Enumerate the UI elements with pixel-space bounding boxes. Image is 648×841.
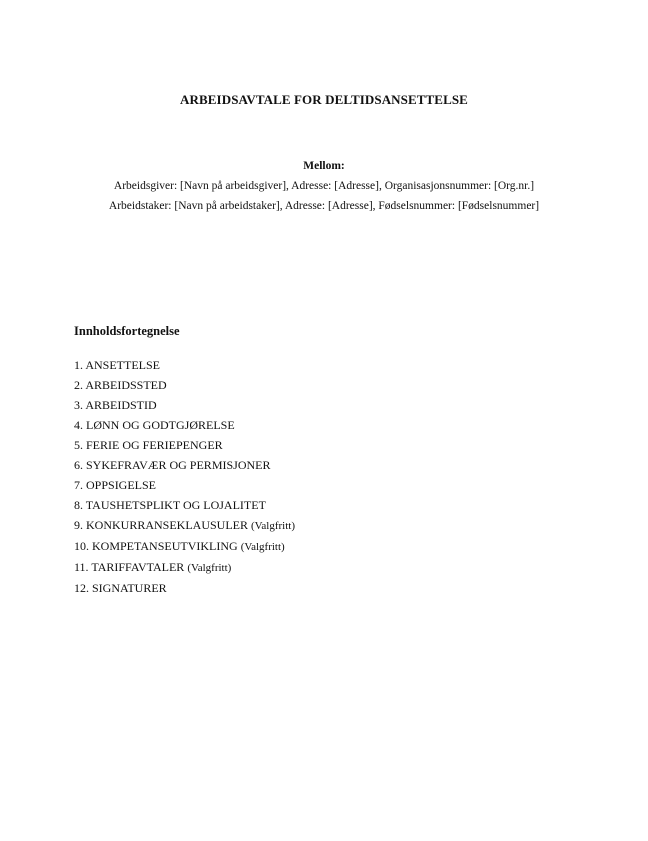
toc-item xyxy=(74,375,295,395)
toc-item-text: 2. ARBEIDSSTED xyxy=(74,378,167,392)
toc-item-note: (Valgfritt) xyxy=(187,562,232,574)
toc-item-text: 8. TAUSHETSPLIKT OG LOJALITET xyxy=(74,498,266,512)
toc-item-note: (Valgfritt) xyxy=(251,520,295,532)
parties-section xyxy=(0,158,648,216)
toc-item xyxy=(74,515,295,536)
toc-item-text: 10. KOMPETANSEUTVIKLING xyxy=(74,539,238,553)
toc-item xyxy=(74,495,295,515)
employer-line: Arbeidsgiver: [Navn på arbeidsgiver], Adresse: [Adresse], Organisasjonsnummer: [Org.nr.] xyxy=(113,180,535,192)
toc-item-text: 3. ARBEIDSTID xyxy=(74,398,157,412)
parties-label: Mellom: xyxy=(303,160,345,172)
toc-item-text: 5. FERIE OG FERIEPENGER xyxy=(74,438,223,452)
toc-item-text: 11. TARIFFAVTALER xyxy=(74,560,185,574)
toc-item xyxy=(74,536,295,557)
toc-item xyxy=(74,455,295,475)
table-of-contents xyxy=(74,355,295,598)
toc-item xyxy=(74,415,295,435)
toc-item-text: 9. KONKURRANSEKLAUSULER xyxy=(74,518,249,532)
toc-item xyxy=(74,435,295,455)
toc-heading: Innholdsfortegnelse xyxy=(74,324,180,338)
toc-item xyxy=(74,355,295,375)
toc-item-text: 7. OPPSIGELSE xyxy=(74,478,157,492)
document-title: ARBEIDSAVTALE FOR DELTIDSANSETTELSE xyxy=(180,92,468,107)
toc-item-text: 1. ANSETTELSE xyxy=(74,358,160,372)
toc-item-text: 6. SYKEFRAVÆR OG PERMISJONER xyxy=(74,458,271,472)
toc-item xyxy=(74,557,295,578)
toc-item xyxy=(74,395,295,415)
toc-item xyxy=(74,475,295,495)
employee-line: Arbeidstaker: [Navn på arbeidstaker], Adresse: [Adresse], Fødselsnummer: [Fødselsnummer] xyxy=(108,200,540,212)
toc-item-text: 4. LØNN OG GODTGJØRELSE xyxy=(74,418,235,432)
toc-item-note: (Valgfritt) xyxy=(240,541,285,553)
toc-item-text: 12. SIGNATURER xyxy=(74,581,167,595)
toc-item xyxy=(74,578,295,598)
